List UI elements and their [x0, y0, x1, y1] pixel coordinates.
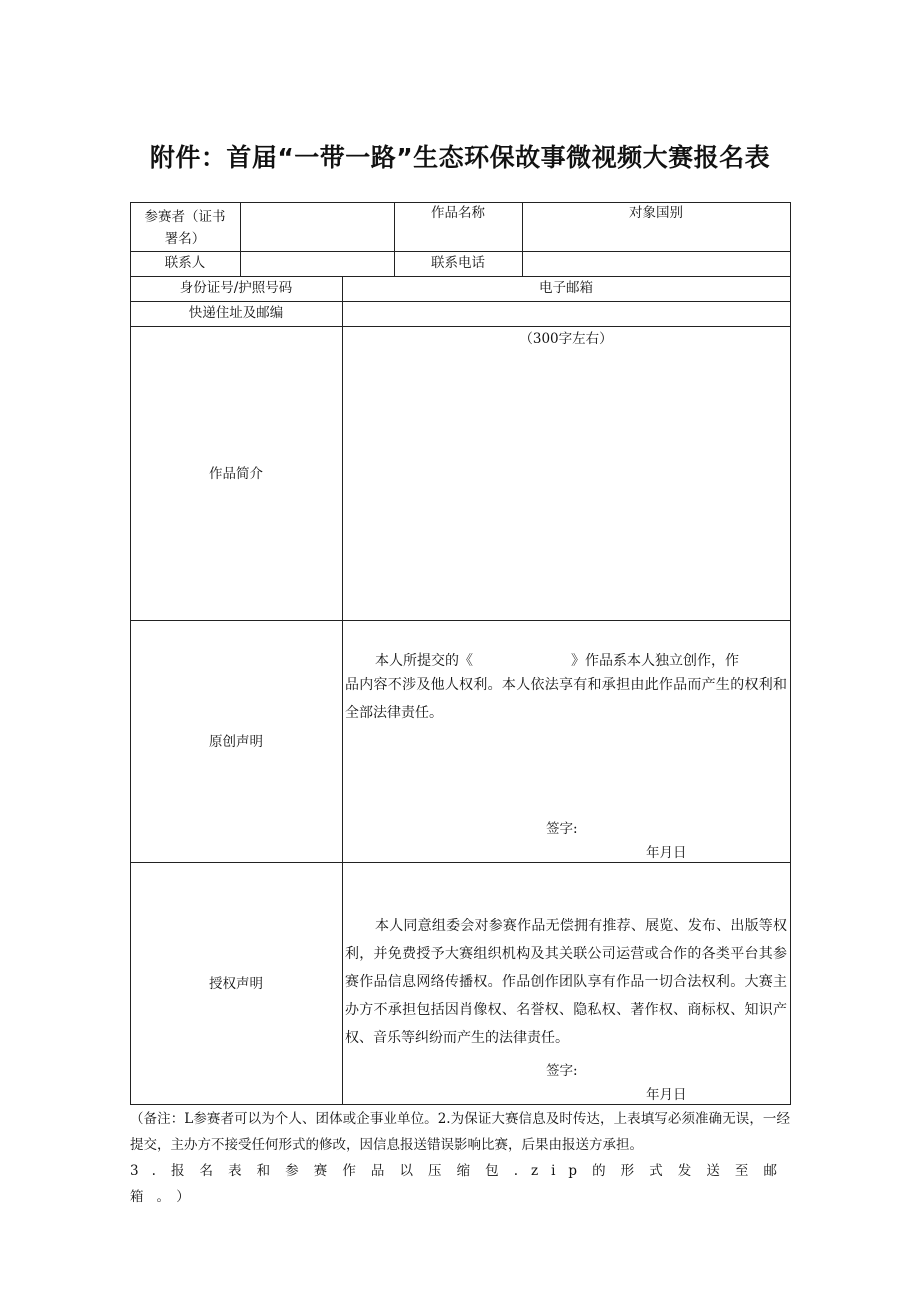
original-date-label: 年月日 [646, 845, 687, 861]
table-border-bottom [130, 1104, 790, 1105]
row-divider [130, 326, 790, 327]
auth-date-label: 年月日 [646, 1087, 687, 1103]
intro-label: 作品简介 [209, 466, 263, 482]
footnote [130, 1106, 790, 1210]
auth-statement: 本人同意组委会对参赛作品无偿拥有推荐、展览、发布、出版等权利，并免费授予大赛组织机构及其关联公司运营或合作的各类平台其参赛作品信息网络传播权。作品创作团队享有作品一切合法权利。大赛主办方不承担包括因肖像权、名誉权、隐私权、著作权、商标权、知识产权、音乐等纠纷而产生的法律责任。 [345, 918, 787, 1046]
work-name-label: 作品名称 [431, 205, 485, 221]
phone-label: 联系电话 [431, 255, 485, 271]
auth-signature-label: 签字: [546, 1063, 578, 1079]
footnote-main: （备注：L参赛者可以为个人、团体或企事业单位。2.为保证大赛信息及时传达，上表填写必须准确无误，一经提交，主办方不接受任何形式的修改，因信息报送错误影响比赛，后果由报送方承担。 [130, 1111, 790, 1153]
row-divider [130, 620, 790, 621]
intro-hint: （300字左右） [519, 331, 613, 347]
table-border-left [130, 202, 131, 1105]
email-label: 电子邮箱 [539, 280, 593, 296]
participant-label: 参赛者（证书 署名） [144, 209, 226, 247]
column-divider [342, 276, 343, 1105]
form-title: 附件：首届“一带一路”生态环保故事微视频大赛报名表 [149, 143, 771, 172]
id-label: 身份证号/护照号码 [179, 280, 293, 296]
contact-label: 联系人 [164, 255, 206, 271]
auth-label: 授权声明 [209, 976, 263, 992]
target-country-label: 对象国别 [629, 205, 683, 221]
row-divider [130, 862, 790, 863]
original-label: 原创声明 [209, 734, 263, 750]
footnote-last-line: 3.报名表和参赛作品以压缩包.zip的形式发送至邮箱。） [130, 1163, 790, 1205]
original-statement-line2: 品内容不涉及他人权利。本人依法享有和承担由此作品而产生的权利和全部法律责任。 [345, 677, 787, 721]
original-statement-line1: 本人所提交的《 》作品系本人独立创作，作 [375, 653, 739, 669]
table-border-right [790, 202, 791, 1105]
address-label: 快递住址及邮编 [188, 305, 284, 321]
original-signature-label: 签字: [546, 821, 578, 837]
column-divider [240, 202, 241, 276]
